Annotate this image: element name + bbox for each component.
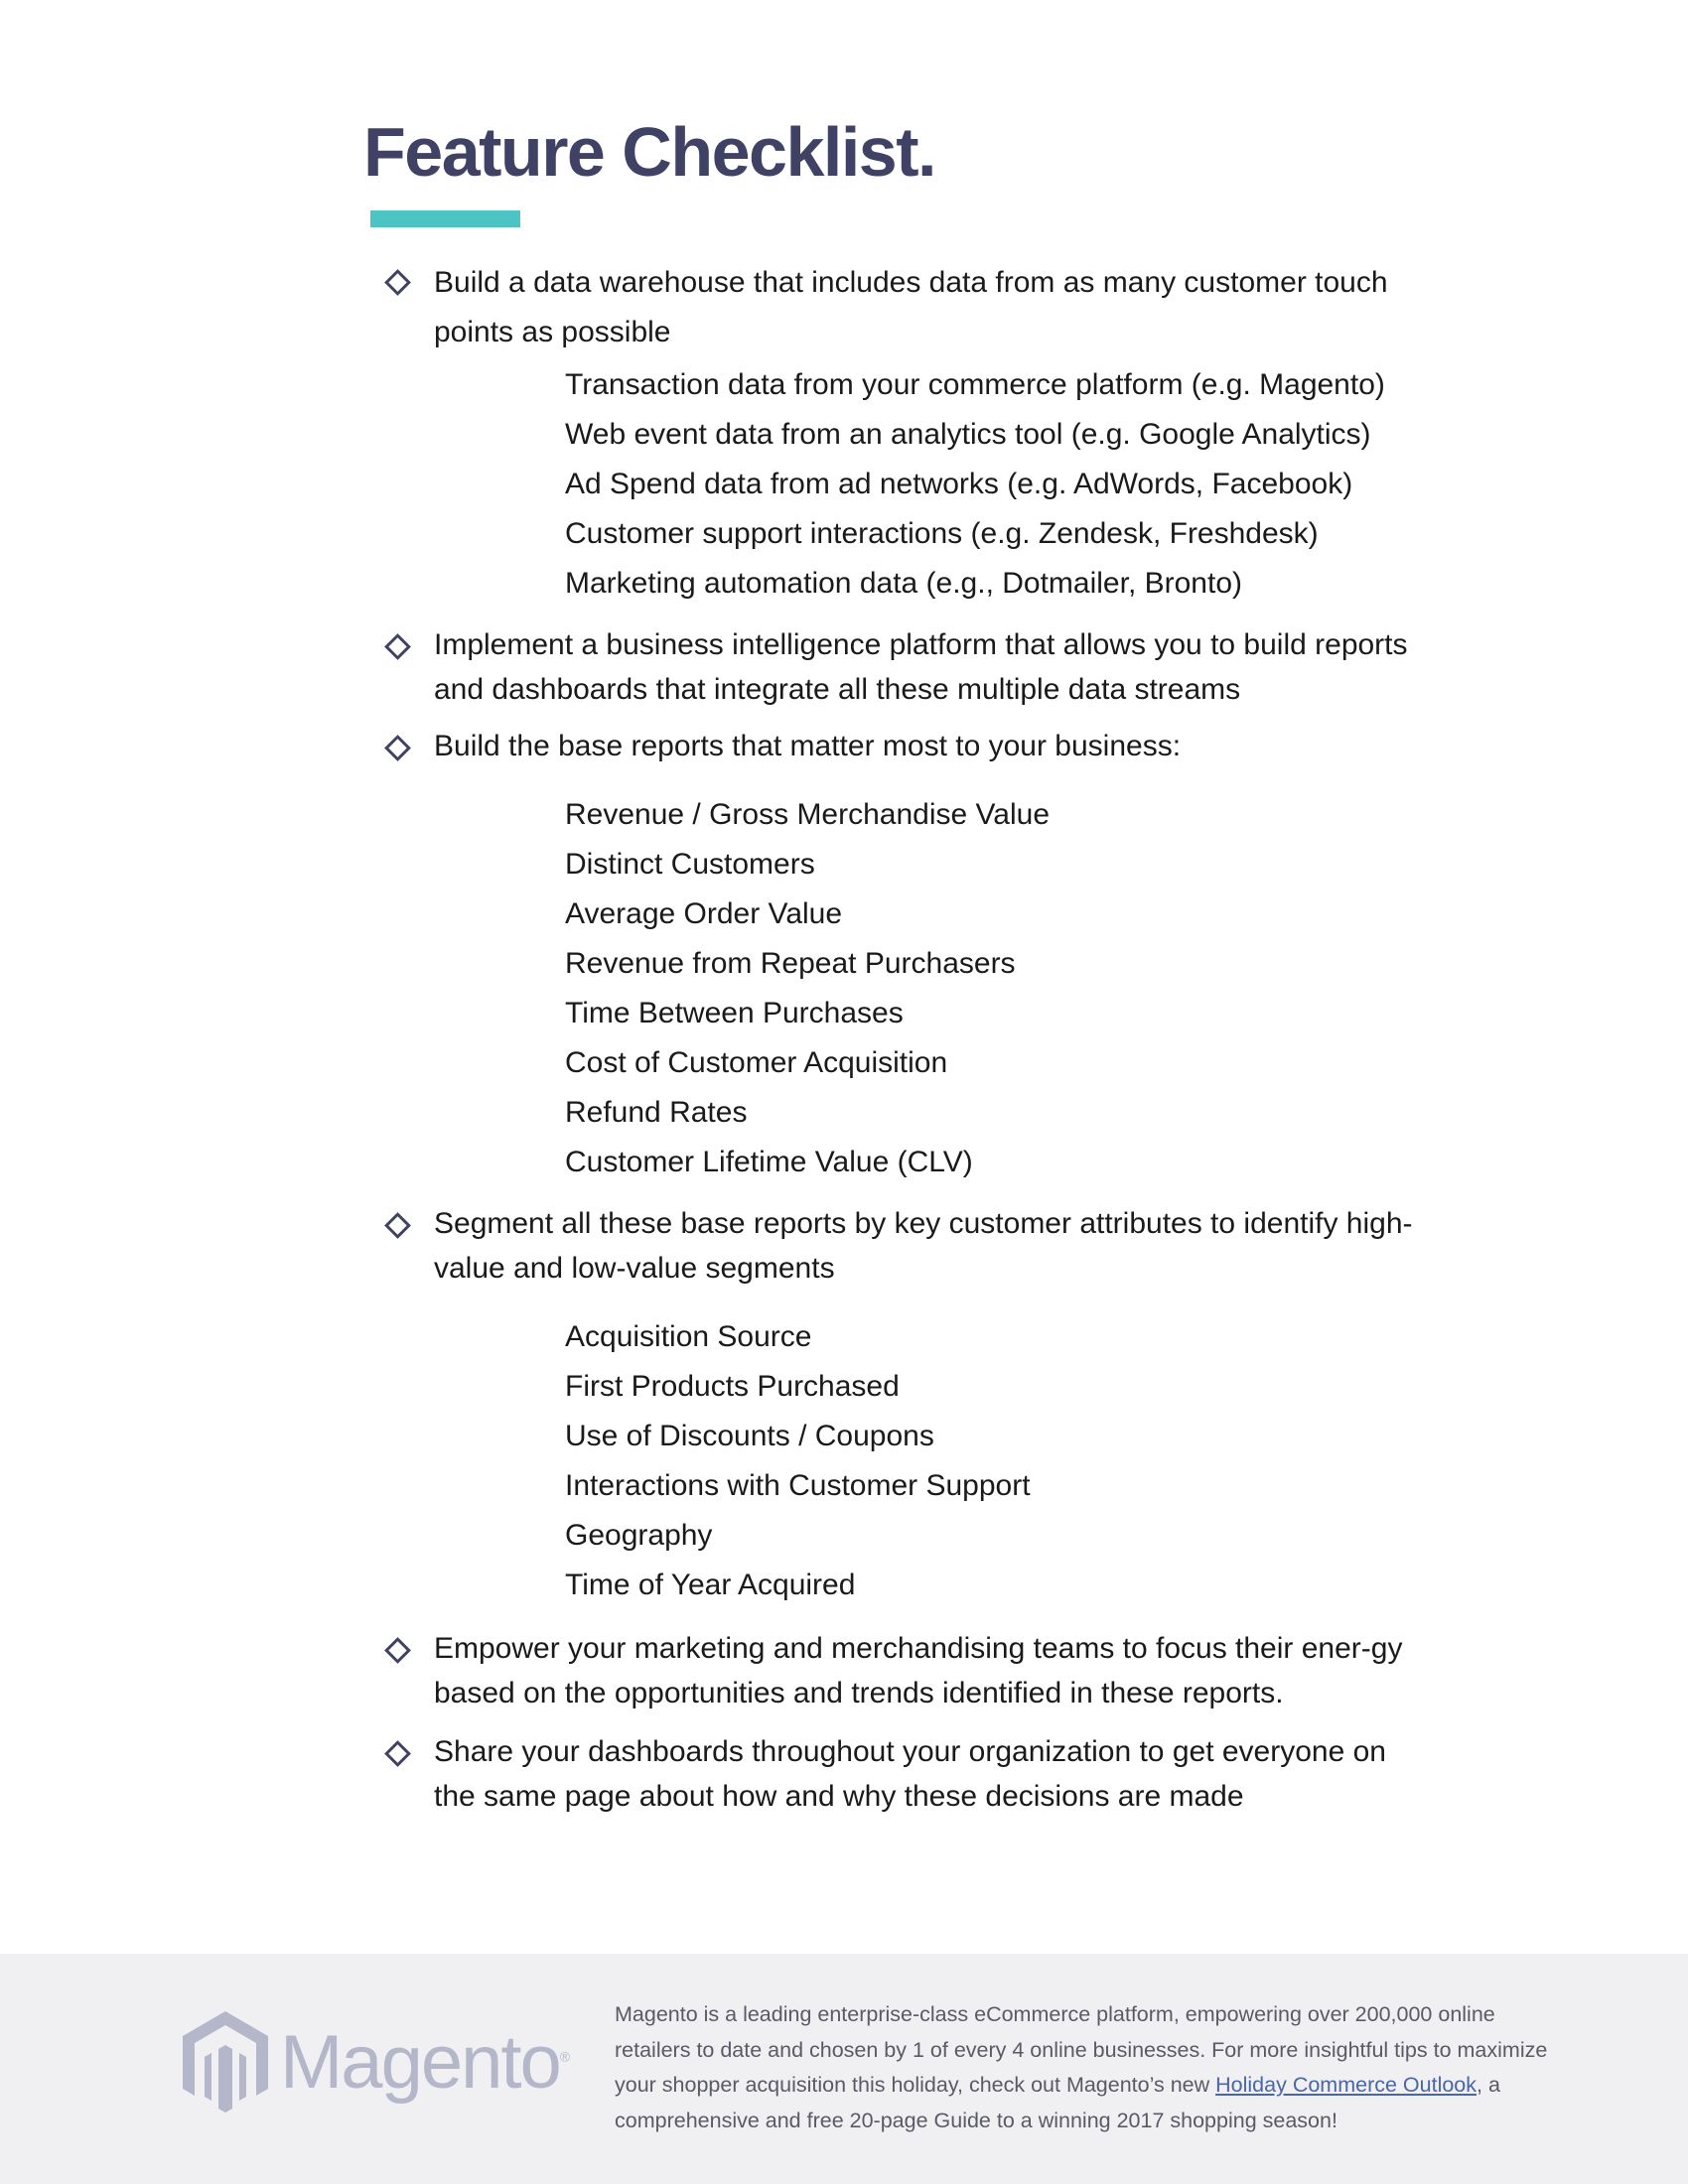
checklist-subitem: Interactions with Customer Support <box>565 1469 1031 1502</box>
footer-text-before: Magento is a leading enterprise-class eCommerce platform, empowering over 200,000 online retailers to date and chosen by 1 of every 4 online businesses. For more insightful tips to maximize your shopper acquisition this holiday, check out Magento’s new <box>615 2002 1548 2097</box>
checklist-subitem: Revenue from Repeat Purchasers <box>565 947 1016 980</box>
checklist-item <box>383 1201 1416 1610</box>
diamond-bullet-icon <box>384 1637 411 1664</box>
checklist-subitem: First Products Purchased <box>565 1370 900 1403</box>
checklist-item-text: Segment all these base reports by key customer attributes to identify high-value and low-value segments <box>434 1207 1413 1285</box>
checklist-subitem: Time Between Purchases <box>565 997 904 1029</box>
checklist-item <box>383 622 1416 712</box>
checklist-item <box>383 1626 1416 1715</box>
checklist-subitem: Ad Spend data from ad networks (e.g. AdWords, Facebook) <box>565 468 1353 500</box>
checklist-item-text: Build the base reports that matter most to your business: <box>434 730 1182 762</box>
checklist-subitem: Cost of Customer Acquisition <box>565 1046 948 1079</box>
diamond-bullet-icon <box>384 269 411 296</box>
title-accent-bar <box>370 210 520 227</box>
page-title: Feature Checklist. <box>363 113 935 191</box>
magento-logo-wordmark: Magento® <box>280 2019 571 2105</box>
checklist-subitem: Marketing automation data (e.g., Dotmailer, Bronto) <box>565 567 1243 600</box>
footer-description <box>615 1997 1558 2138</box>
checklist-subitems <box>434 790 1416 1187</box>
checklist-item-text: Empower your marketing and merchandising teams to focus their ener-gy based on the opportunities and trends identified in these reports. <box>434 1632 1403 1709</box>
diamond-bullet-icon <box>384 1212 411 1239</box>
checklist-subitem: Transaction data from your commerce platform (e.g. Magento) <box>565 368 1385 401</box>
checklist-subitem: Average Order Value <box>565 897 843 930</box>
feature-checklist <box>383 258 1416 1819</box>
checklist-subitem: Time of Year Acquired <box>565 1569 856 1601</box>
checklist-item-text: Share your dashboards throughout your organization to get everyone on the same page about how and why these decisions are made <box>434 1735 1386 1813</box>
checklist-item <box>383 1729 1416 1819</box>
checklist-subitem: Geography <box>565 1519 713 1552</box>
checklist-subitem: Web event data from an analytics tool (e.g. Google Analytics) <box>565 418 1371 451</box>
checklist-subitem: Customer Lifetime Value (CLV) <box>565 1146 973 1178</box>
checklist-item-text: Implement a business intelligence platform that allows you to build reports and dashboards that integrate all these multiple data streams <box>434 628 1408 706</box>
checklist-subitem: Refund Rates <box>565 1096 748 1129</box>
footer <box>0 1954 1688 2184</box>
magento-logo-icon <box>181 2009 270 2115</box>
diamond-bullet-icon <box>384 1740 411 1767</box>
holiday-commerce-outlook-link[interactable]: Holiday Commerce Outlook <box>1215 2073 1477 2097</box>
checklist-item-text: Build a data warehouse that includes data from as many customer touch points as possible <box>434 266 1388 348</box>
checklist-item <box>383 724 1416 1187</box>
diamond-bullet-icon <box>384 735 411 761</box>
magento-logo[interactable] <box>181 2009 570 2115</box>
checklist-subitems <box>434 360 1416 609</box>
checklist-item <box>383 258 1416 609</box>
checklist-subitem: Revenue / Gross Merchandise Value <box>565 798 1051 831</box>
checklist-subitems <box>434 1312 1416 1610</box>
checklist-subitem: Customer support interactions (e.g. Zendesk, Freshdesk) <box>565 517 1319 550</box>
footer-text-after: , a comprehensive and free 20-page Guide to a winning 2017 shopping season! <box>615 2073 1500 2132</box>
checklist-subitem: Acquisition Source <box>565 1320 812 1353</box>
diamond-bullet-icon <box>384 633 411 660</box>
checklist-subitem: Distinct Customers <box>565 848 815 881</box>
checklist-subitem: Use of Discounts / Coupons <box>565 1420 934 1452</box>
